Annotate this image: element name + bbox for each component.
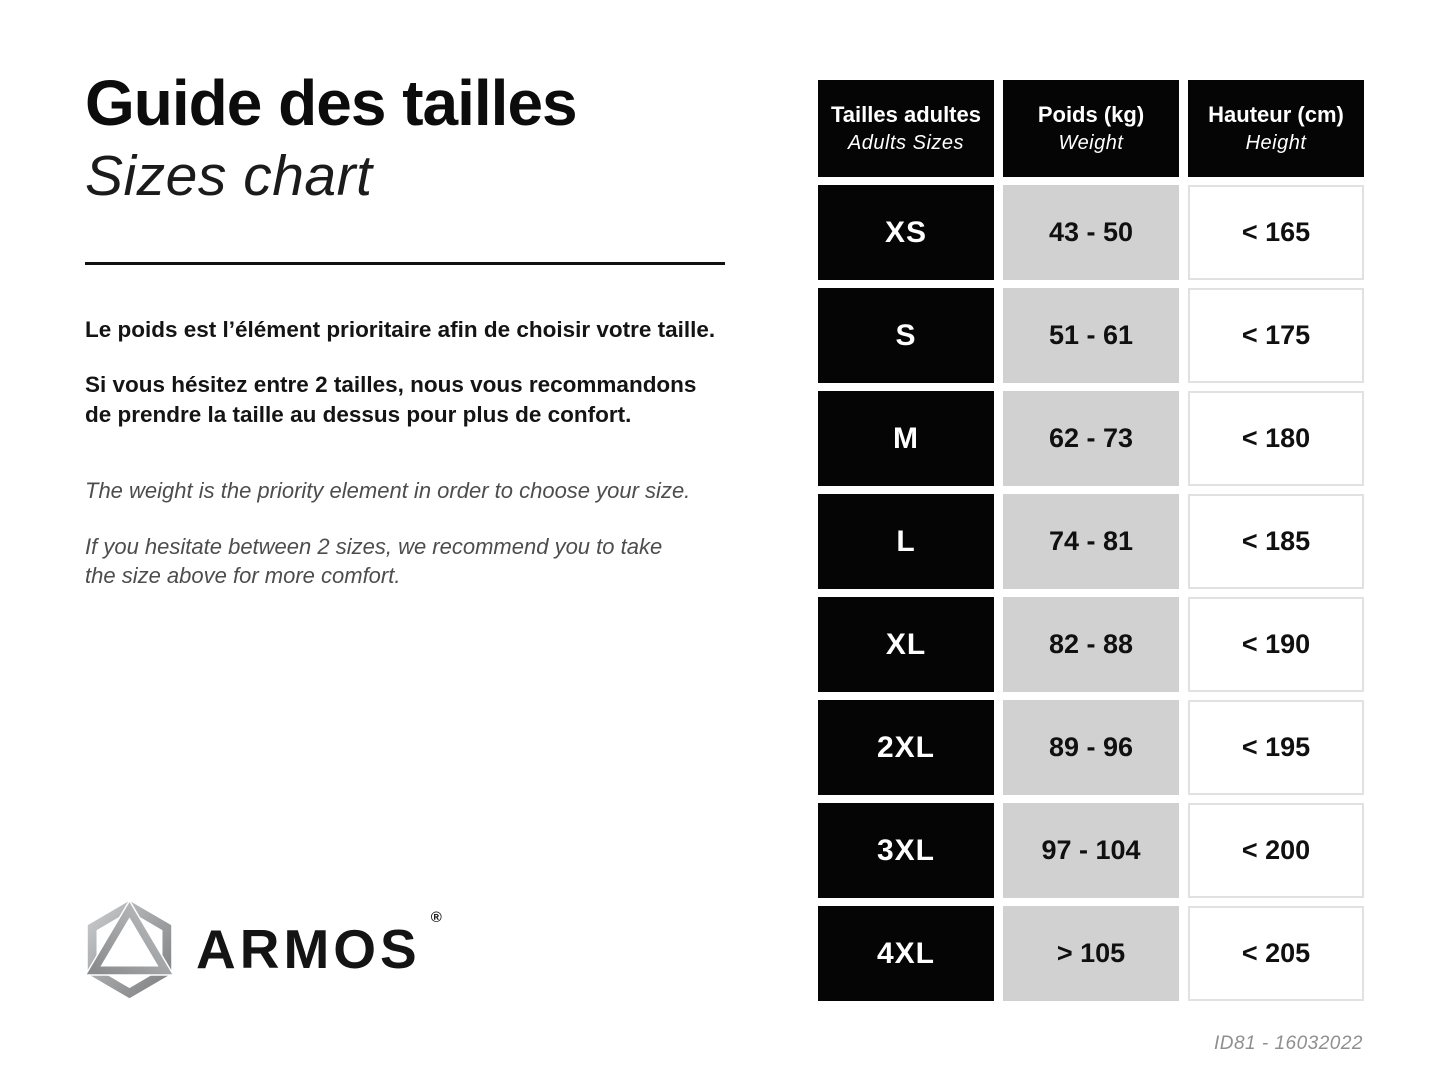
page-title: Guide des tailles: [85, 67, 577, 139]
size-cell: L: [818, 494, 994, 589]
text-line: Le poids est l’élément prioritaire afin de choisir votre taille.: [85, 317, 716, 343]
intro-paragraph-en-2: [85, 533, 745, 590]
weight-cell: > 105: [1003, 906, 1179, 1001]
height-cell: < 195: [1188, 700, 1364, 795]
size-cell: XL: [818, 597, 994, 692]
registered-trademark-symbol: ®: [430, 909, 442, 926]
header-label-en: Adults Sizes: [847, 132, 965, 154]
weight-cell: 82 - 88: [1003, 597, 1179, 692]
column-header-height: [1188, 80, 1364, 177]
header-label-en: Height: [1245, 132, 1307, 154]
brand-block: [81, 901, 442, 998]
weight-cell: 62 - 73: [1003, 391, 1179, 486]
text-line: de prendre la taille au dessus pour plus de confort.: [85, 401, 632, 427]
text-line: Si vous hésitez entre 2 tailles, nous vous recommandons: [85, 372, 697, 398]
header-label-en: Weight: [1058, 132, 1124, 154]
size-cell: 2XL: [818, 700, 994, 795]
size-cell: 3XL: [818, 803, 994, 898]
weight-cell: 89 - 96: [1003, 700, 1179, 795]
size-cell: M: [818, 391, 994, 486]
weight-cell: 51 - 61: [1003, 288, 1179, 383]
height-cell: < 185: [1188, 494, 1364, 589]
height-cell: < 175: [1188, 288, 1364, 383]
armos-hexagon-logo-icon: [81, 901, 178, 998]
height-cell: < 165: [1188, 185, 1364, 280]
text-line: the size above for more comfort.: [85, 562, 401, 588]
size-table: [818, 80, 1364, 1001]
height-cell: < 180: [1188, 391, 1364, 486]
height-cell: < 205: [1188, 906, 1364, 1001]
intro-paragraph-fr-2: [85, 370, 745, 429]
height-cell: < 200: [1188, 803, 1364, 898]
intro-paragraph-en-1: [85, 477, 745, 506]
title-underline: [85, 262, 725, 265]
size-cell: S: [818, 288, 994, 383]
text-line: If you hesitate between 2 sizes, we recommend you to take: [85, 534, 663, 560]
weight-cell: 43 - 50: [1003, 185, 1179, 280]
intro-paragraph-fr-1: [85, 315, 745, 344]
size-cell: 4XL: [818, 906, 994, 1001]
height-cell: < 190: [1188, 597, 1364, 692]
header-label-fr: Tailles adultes: [831, 102, 981, 127]
armos-wordmark: ARMOS: [196, 918, 421, 980]
weight-cell: 74 - 81: [1003, 494, 1179, 589]
weight-cell: 97 - 104: [1003, 803, 1179, 898]
text-line: The weight is the priority element in order to choose your size.: [85, 477, 691, 503]
header-label-fr: Poids (kg): [1037, 102, 1145, 127]
page-subtitle: Sizes chart: [85, 144, 373, 209]
header-label-fr: Hauteur (cm): [1208, 102, 1344, 127]
column-header-sizes: [818, 80, 994, 177]
document-id: ID81 - 16032022: [1213, 1033, 1363, 1054]
intro-section: [85, 67, 745, 591]
column-header-weight: [1003, 80, 1179, 177]
size-cell: XS: [818, 185, 994, 280]
